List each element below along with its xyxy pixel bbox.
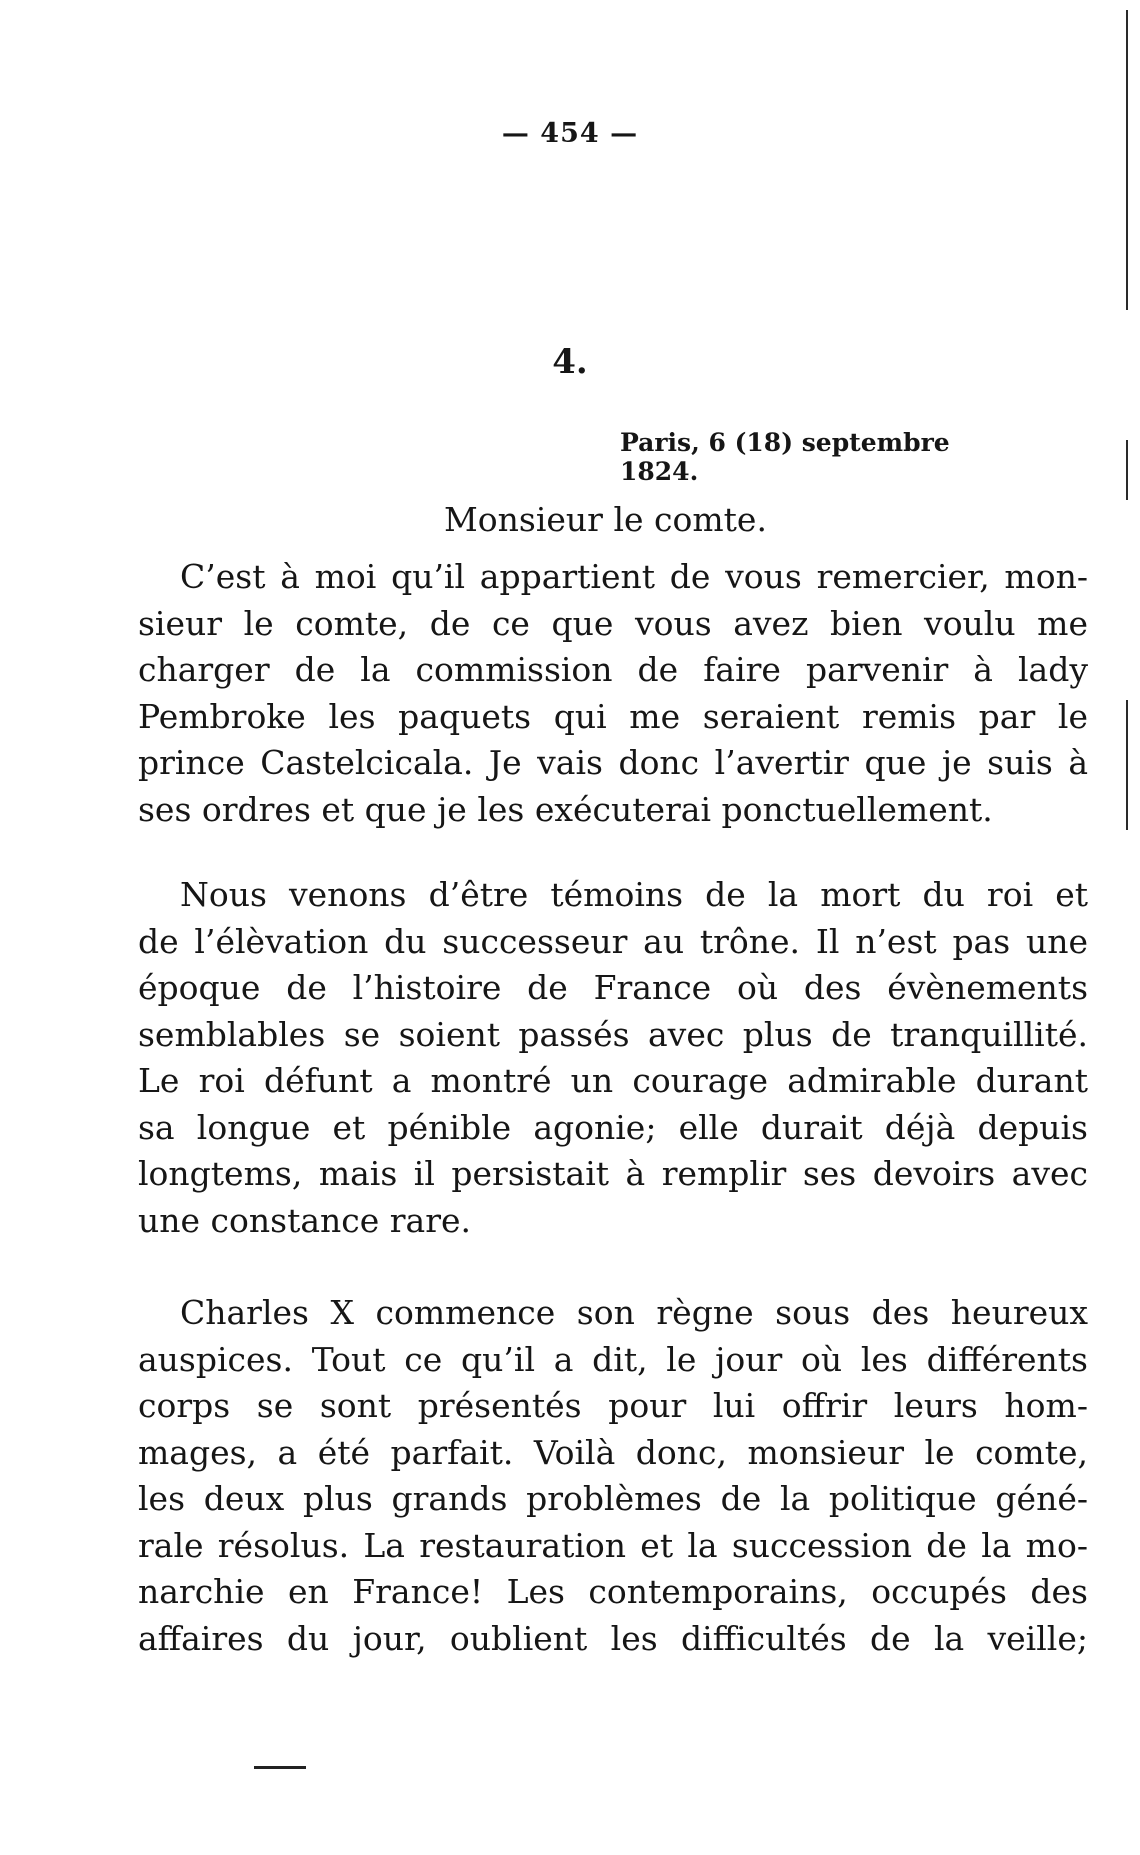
text-line: semblables se soient passés avec plus de tranquillité.	[138, 1014, 1088, 1054]
text-line: prince Castelcicala. Je vais donc l’avertir que je suis à	[138, 743, 1088, 782]
paragraph-2	[138, 872, 1088, 1244]
text-line: narchie en France! Les contemporains, occupés des	[138, 1572, 1088, 1611]
page-edge-line	[1126, 440, 1128, 500]
text-line: époque de l’histoire de France où des évènements	[138, 968, 1088, 1007]
text-line: mages, a été parfait. Voilà donc, monsieur le comte,	[138, 1432, 1088, 1472]
text-line: Pembroke les paquets qui me seraient remis par le	[138, 696, 1088, 736]
footer-rule	[254, 1766, 306, 1769]
letter-number: 4.	[552, 342, 588, 382]
text-line: corps se sont présentés pour lui offrir leurs hom-	[138, 1386, 1088, 1425]
text-line: de l’élèvation du successeur au trône. Il n’est pas une	[138, 921, 1088, 961]
paragraph-1	[138, 554, 1088, 833]
page-edge-line	[1126, 700, 1128, 830]
text-line: sa longue et pénible agonie; elle durait déjà depuis	[138, 1107, 1088, 1147]
text-line: sieur le comte, de ce que vous avez bien voulu me	[138, 603, 1088, 643]
text-line: Le roi défunt a montré un courage admirable durant	[138, 1061, 1088, 1100]
text-line: affaires du jour, oublient les difficultés de la veille;	[138, 1618, 1088, 1658]
page-edge-line	[1126, 10, 1128, 310]
letter-salutation: Monsieur le comte.	[444, 500, 767, 539]
text-line: Charles X commence son règne sous des heureux	[180, 1293, 1088, 1332]
page-number: — 454 —	[501, 118, 639, 149]
text-line: Nous venons d’être témoins de la mort du roi et	[180, 875, 1088, 914]
text-line: auspices. Tout ce qu’il a dit, le jour où les différents	[138, 1339, 1088, 1379]
text-line: longtems, mais il persistait à remplir ses devoirs avec	[138, 1154, 1088, 1193]
text-line: rale résolus. La restauration et la succession de la mo-	[138, 1525, 1088, 1565]
text-line: une constance rare.	[138, 1200, 471, 1240]
text-line: les deux plus grands problèmes de la politique géné-	[138, 1479, 1088, 1518]
letter-dateline: Paris, 6 (18) septembre 1824.	[620, 428, 950, 486]
text-line: C’est à moi qu’il appartient de vous remercier, mon-	[180, 557, 1088, 596]
text-line: charger de la commission de faire parvenir à lady	[138, 650, 1088, 689]
paragraph-3	[138, 1290, 1088, 1662]
text-line: ses ordres et que je les exécuterai ponctuellement.	[138, 789, 993, 829]
